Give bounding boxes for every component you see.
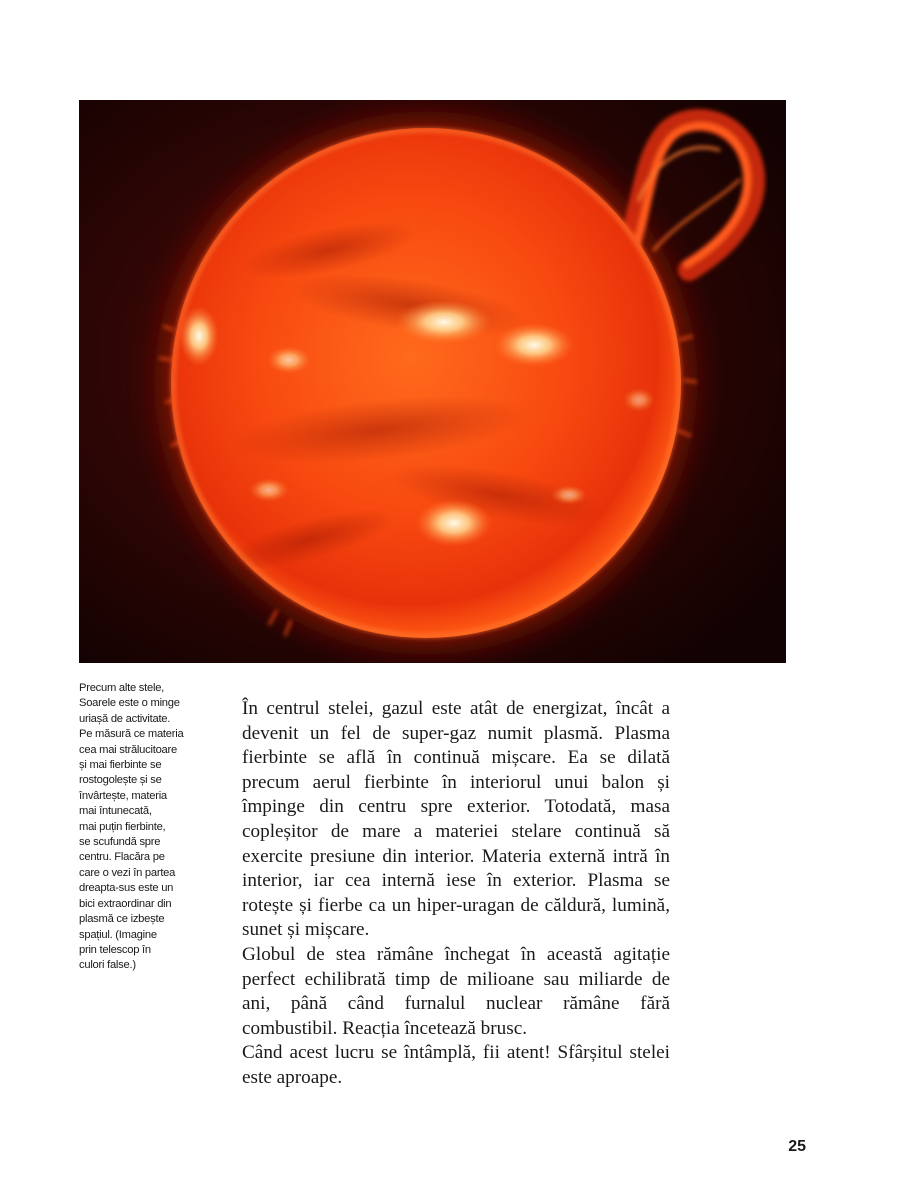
sun-icon bbox=[79, 100, 786, 663]
body-text bbox=[242, 697, 670, 1091]
paragraph: Când acest lucru se întâmplă, fii atent! Sfârșitul stelei este aproape. bbox=[242, 1042, 670, 1088]
photo-caption: Precum alte stele, Soarele este o minge uriașă de activitate. Pe măsură ce materia cea mai strălucitoare și mai fierbinte se rostogolește și se învârtește, materia mai întunecată, mai puțin fierbinte, se scufundă spre centru. Flacăra pe care o vezi în partea dreapta-sus este un bici extraordinar din plasmă ce izbește spațiul. (Imagine prin telescop în culori false.) bbox=[79, 682, 184, 972]
paragraph: În centrul stelei, gazul este atât de energizat, încât a devenit un fel de super-gaz numit plasmă. Plasma fierbinte se află în continuă mișcare. Ea se dilată precum aerul fierbinte în interiorul unui balon și împinge din centru spre exterior. Totodată, masa copleșitor de mare a materiei stelare continuă să exercite presiune din interior. Materia externă intră în interior, iar cea internă iese în exterior. Plasma se rotește și fierbe ca un hiper-uragan de căldură, lumină, sunet și mișcare. bbox=[242, 698, 670, 941]
paragraph: Globul de stea rămâne închegat în această agitație perfect echilibrată timp de milioane sau miliarde de ani, până când furnalul nuclear rămâne fără combustibil. Reacția încetează brusc. bbox=[242, 943, 670, 1039]
page-number: 25 bbox=[788, 1138, 806, 1155]
sun-photo bbox=[79, 100, 786, 663]
